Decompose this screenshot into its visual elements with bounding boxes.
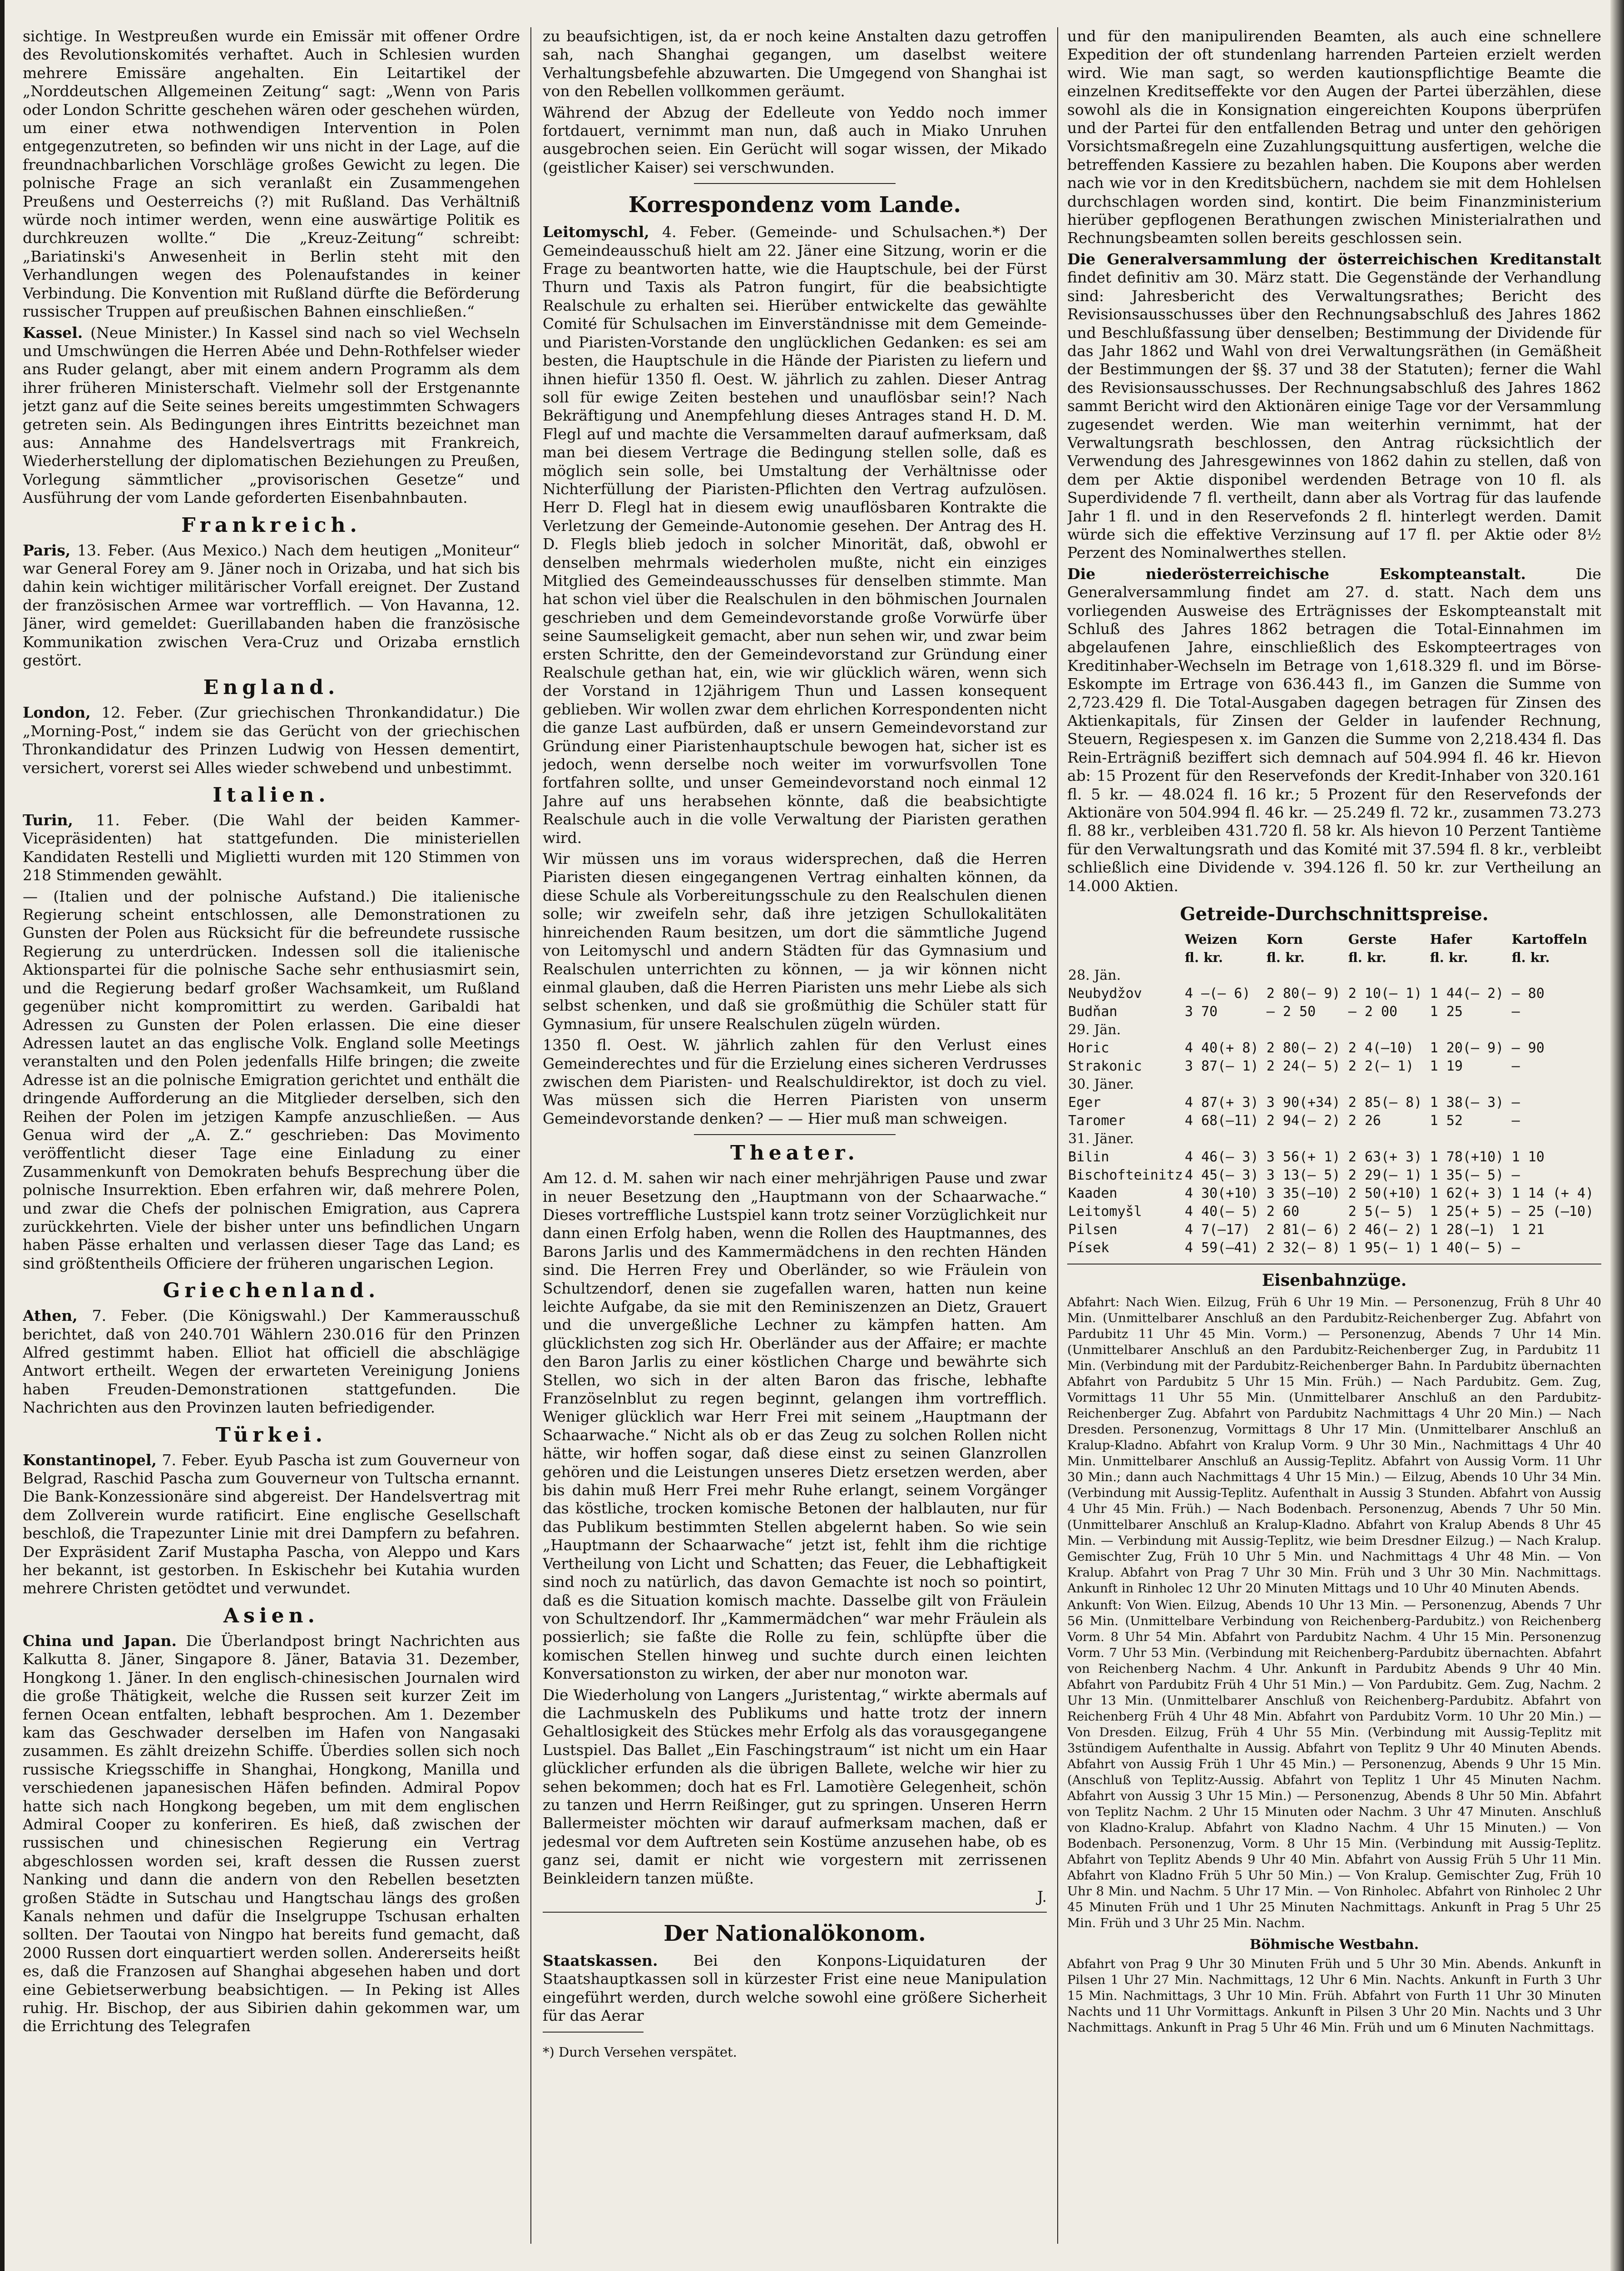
table-cell: 2 5(— 5)	[1348, 1204, 1414, 1220]
table-cell: 4 40(— 5)	[1184, 1204, 1259, 1220]
table-row	[1067, 1003, 1601, 1021]
timetable-paragraph: Ankunft: Von Wien. Eilzug, Abends 10 Uhr 13 Min. — Personenzug, Abends 7 Uhr 56 Min. (Unmittelbare Verbindung von Reichenberg-Pardubitz.) von Reichenberg Vorm. 8 Uhr 54 Min. Abfahrt von Pardubitz Nachm. 4 Uhr 15 Min. Personenzug Vorm. 7 Uhr 53 Min. (Verbindung mit Reichenberg-Pardubitz übernachten. Abfahrt von Reichenberg Nachm. 4 Uhr. Ankunft in Pardubitz Abends 9 Uhr 40 Min. Abfahrt von Pardubitz Früh 4 Uhr 51 Min.) — Von Pardubitz. Gem. Zug, Nachm. 2 Uhr 13 Min. (Unmittelbarer Anschluß von Reichenberg-Pardubitz. Abfahrt von Reichenberg Früh 4 Uhr 48 Min. Abfahrt von Pardubitz Vorm. 10 Uhr 20 Min.) — Von Dresden. Eilzug, Früh 4 Uhr 55 Min. (Verbindung mit Aussig-Teplitz mit 3stündigem Aufenthalte in Aussig. Abfahrt von Teplitz 9 Uhr 40 Minuten Abends. Abfahrt von Aussig Früh 1 Uhr 45 Min.) — Personenzug, Abends 9 Uhr 15 Min. (Anschluß von Teplitz-Aussig. Abfahrt von Teplitz 1 Uhr 45 Minuten Nachm. Abfahrt von Aussig 3 Uhr 15 Min.) — Personenzug, Abends 8 Uhr 50 Min. Abfahrt von Teplitz Nachm. 2 Uhr 15 Minuten oder Nachm. 3 Uhr 47 Minuten. Anschluß von Kladno-Kralup. Abfahrt von Kladno Nachm. 4 Uhr 15 Minuten.) — Von Bodenbach. Personenzug, Vorm. 8 Uhr 15 Min. (Verbindung mit Aussig-Teplitz. Abfahrt von Teplitz Abends 9 Uhr 40 Min. Abfahrt von Aussig Früh 5 Uhr 11 Min. Abfahrt von Kladno Früh 5 Uhr 50 Min.) — Von Kralup. Gemischter Zug, Früh 10 Uhr 8 Min. und Nachm. 5 Uhr 17 Min. — Von Rinholec. Abfahrt von Rinholec 2 Uhr 45 Minuten Früh und 1 Uhr 25 Minuten Nachmittags. Ankunft in Prag 5 Uhr 25 Min. Früh und 3 Uhr 25 Min. Nachm.	[1067, 1598, 1601, 1931]
table-cell: Hafer	[1430, 932, 1472, 947]
table-cell: 2 94(— 2)	[1266, 1113, 1341, 1129]
table-cell: 1 20(— 9)	[1430, 1040, 1504, 1056]
table-cell: 1 52	[1430, 1113, 1463, 1129]
section-heading-griechenland: Griechenland.	[163, 1279, 380, 1303]
column-2	[543, 27, 1047, 2253]
article-theater: Am 12. d. M. sahen wir nach einer mehrjährigen Pause und zwar in neuer Besetzung den „Hauptmann von der Schaarwache.“ Dieses vortreffliche Lustspiel kann trotz seiner Vorzüglichkeit nur dann einen Erfolg haben, wenn die Rollen des Hauptmannes, des Barons Jarlis und des Kammermädchens in den rechten Händen sind. Die Herren Frey und Oberländer, so wie Fräulein von Schultzendorf, denen sie zugefallen waren, hatten nun keine leichte Aufgabe, da sie mit den Reminiszenzen an Dietz, Grauert und die unvergeßliche Lechner zu kämpfen hatten. Am glücklichsten zog sich Hr. Oberländer aus der Affaire; er machte den Baron Jarlis zu einer köstlichen Charge und bewährte sich Stellen, wo sich in der alten Baron das frische, lebhafte Französelnblut zu regen beginnt, gelangen ihm vortrefflich. Weniger glücklich war Herr Frei mit seinem „Hauptmann der Schaarwache.“ Nicht als ob er das Zeug zu solchen Rollen nicht hätte, wir hoffen sogar, daß diese einst zu seinen Glanzrollen gehören und die Leistungen unseres Dietz ersetzen werden, aber bis dahin muß Herr Frei mehr Ruhe erlangt, seinem Vorgänger das köstliche, trocken komische Betonen der halblauten, nur für das Publikum bestimmten Stellen abgelernt haben. So wie sein „Hauptmann der Schaarwache“ jetzt ist, fehlt ihm die richtige Vertheilung von Licht und Schatten; das Feuer, die Lebhaftigkeit sind noch zu natürlich, das davon Gemachte ist noch so pointirt, daß es die Situation komisch machte. Dasselbe gilt von Fräulein von Schultzendorf. Ihr „Kammermädchen“ war mehr Fräulein als possierlich; sie faßte die Rolle zu fein, schlüpfte über die komischen Stellen hinweg und suchte durch einen leichten Konversationston zu wirken, der aber nur monoton war.	[543, 1169, 1047, 1683]
page-edge-left	[0, 0, 5, 2271]
table-cell: 2 2(— 1)	[1348, 1058, 1414, 1075]
section-heading-frankreich: Frankreich.	[181, 513, 361, 537]
table-cell: 1 21	[1511, 1222, 1545, 1238]
table-cell: 2 46(— 2)	[1348, 1222, 1422, 1238]
table-cell	[1266, 1076, 1347, 1094]
table-cell-place: Horic	[1068, 1040, 1109, 1056]
table-cell: — 2 50	[1266, 1004, 1316, 1020]
table-row	[1067, 1112, 1601, 1130]
table-cell: 2 60	[1266, 1204, 1300, 1220]
article-text: 4. Feber. (Gemeinde- und Schulsachen.*) Der Gemeindeausschuß hielt am 22. Jäner eine Sitzung, worin er die Frage zu beantworten hatte, wie die Hauptschule, bei der Fürst Thurn und Taxis als Patron fungirt, für die beabsichtigte Realschule zu erhalten sei. Hierüber entwickelte das gewählte Comité für Schulsachen im Einverständnisse mit dem Gemeinde- und Piaristen-Vorstande den unglücklichen Gedanken: es sei am besten, die Hauptschule in die Hände der Piaristen zu liefern und ihnen hiefür 1350 fl. Oest. W. jährlich zu zahlen. Dieser Antrag soll für ewige Zeiten bestehen und unauflösbar sein!? Nach Bekräftigung und Anempfehlung dieses Antrages stand H. D. M. Flegl auf und machte die Versammelten darauf aufmerksam, daß man bei diesem Vertrage die Bedingung stellen solle, daß es möglich sein solle, bei Umstaltung der Verhältnisse oder Nichterfüllung der Piaristen-Pflichten den Vertrag aufzulösen. Herr D. Flegl hat in diesem ewig unauflösbaren Kontrakte die Verletzung der Gemeinde-Autonomie gesehen. Der Antrag des H. D. Flegls blieb jedoch in solcher Minorität, daß, obwohl er denselben mehrmals wiederholen mußte, nicht ein einziges Mitglied des Gemeindeausschusses für denselben stimmte. Man hat schon viel über die Realschulen in den böhmischen Journalen geschrieben und dem Gemeindevorstande große Vorwürfe über seine Saumseligkeit gemacht, aber nun sehen wir, und zwar beim ersten Schritte, den der Gemeindevorstand zur Gründung einer Realschule gethan hat, ein, wie wir glücklich wären, wenn sich der Vorstand in 12jährigem Thun und Lassen konsequent geblieben. Wir wollen zwar dem ehrlichen Korrespondenten nicht die ganze Last aufbürden, daß er unsern Gemeindevorstand zur Gründung einer Piaristenhauptschule bewogen hat, sicher ist es jedoch, wenn derselbe noch weiter im vorwurfsvollen Tone fortfahren sollte, und unser Gemeindevorstand noch einmal 12 Jahre auf uns herabsehen könnte, daß die beabsichtigte Realschule auch in die volle Verwaltung der Piaristen gerathen wird.	[543, 223, 1047, 847]
table-row	[1067, 1166, 1601, 1185]
dateline: Staatskassen.	[543, 1952, 658, 1969]
table-cell: 4 40(+ 8)	[1184, 1040, 1259, 1056]
table-units-row	[1067, 948, 1601, 967]
article-paragraph: Während der Abzug der Edelleute von Yeddo noch immer fortdauert, vernimmt man nun, daß auch in Miako Unruhen ausgebrochen seien. Ein Gerücht will sogar wissen, der Mikado (geistlicher Kaiser) sei verschwunden.	[543, 103, 1047, 176]
table-cell-place: 31. Jäner.	[1068, 1131, 1134, 1147]
table-cell: 2 81(— 6)	[1266, 1222, 1341, 1238]
table-cell: 1 38(— 3)	[1430, 1095, 1504, 1111]
author-signature: J.	[1037, 1888, 1047, 1905]
table-cell	[1511, 1021, 1601, 1039]
table-cell: —	[1511, 1113, 1520, 1129]
table-cell: 1 10	[1511, 1149, 1545, 1165]
table-date-row	[1067, 1076, 1601, 1094]
table-cell: 3 56(+ 1)	[1266, 1149, 1341, 1165]
table-cell: 4 59(—41)	[1184, 1240, 1259, 1256]
column-rule	[530, 27, 531, 2244]
article-paragraph: und für den manipulirenden Beamten, als auch eine schnellere Expedition der oft stundenlang harrenden Parteien erzielt werden wird. Wie man sagt, so werden kautionspflichtige Beamte die einzelnen Kreditseffekte vor den Augen der Partei überzählen, diese sowohl als die in Konsignation eingereichten Koupons überprüfen und der Partei für den entfallenden Betrag und unter den gehörigen Vorsichtsmaßregeln eine Zuzahlungsquittung ausfertigen, welche die betreffenden Kassiere zu bezahlen haben. Die Koupons aber werden nach wie vor in den Kreditsbüchern, nachdem sie mit dem Hohlelsen durchschlagen worden sind, kontirt. Die beim Finanzministerium hierüber gepflogenen Berathungen zwischen Ministerialrathen und Rechnungsbeamten sollen bereits geschlossen sein.	[1067, 27, 1601, 247]
table-cell: fl. kr.	[1266, 950, 1305, 966]
table-cell: 4 45(— 3)	[1184, 1167, 1259, 1184]
dateline: Athen,	[23, 1307, 78, 1325]
table-cell: — 2 00	[1348, 1004, 1398, 1020]
table-cell: 1 35(— 5)	[1430, 1167, 1504, 1184]
table-cell: fl. kr.	[1348, 950, 1386, 966]
table-cell	[1347, 1130, 1429, 1148]
table-cell: 4 30(+10)	[1184, 1185, 1259, 1202]
table-cell: —	[1511, 1167, 1520, 1184]
table-cell-place: Bilin	[1068, 1149, 1109, 1165]
article-text: 7. Feber. Eyub Pascha ist zum Gouverneur von Belgrad, Raschid Pascha zum Gouverneur von Tultscha ernannt. Die Bank-Konzessionäre sind abgereist. Der Handelsvertrag mit dem Zollverein wurde ratificirt. Eine englische Gesellschaft beschloß, die Trapezunter Linie mit drei Dampfern zu befahren. Der Expräsident Zarif Mustapha Pascha, von Aleppo und Kars her bekannt, ist gestorben. In Eskischehr bei Kutahia wurden mehrere Christen getödtet und verwundet.	[23, 1451, 520, 1597]
table-cell-place: Strakonic	[1068, 1058, 1142, 1075]
table-cell	[1511, 1130, 1601, 1148]
table-cell: 2 80(— 2)	[1266, 1040, 1341, 1056]
dateline: Konstantinopel,	[23, 1451, 157, 1469]
table-cell: 1 40(— 5)	[1430, 1240, 1504, 1256]
article-kassel	[23, 324, 520, 507]
table-cell: — 90	[1511, 1040, 1545, 1056]
table-cell: 2 50(+10)	[1348, 1185, 1422, 1202]
dateline: Paris,	[23, 541, 71, 559]
table-cell: fl. kr.	[1184, 950, 1223, 966]
table-cell	[1266, 1130, 1347, 1148]
table-row	[1067, 1094, 1601, 1112]
table-cell-place: Bischofteinitz	[1068, 1167, 1183, 1184]
table-cell: 4 46(— 3)	[1184, 1149, 1259, 1165]
dateline: Leitomyschl,	[543, 223, 649, 241]
table-row	[1067, 1148, 1601, 1166]
table-cell	[1266, 967, 1347, 985]
table-cell: 1 25(+ 5)	[1430, 1204, 1504, 1220]
table-cell: 2 4(—10)	[1348, 1040, 1414, 1056]
section-heading-eisenbahn: Eisenbahnzüge.	[1262, 1271, 1407, 1290]
dateline: Die niederösterreichische Eskompteanstalt.	[1067, 565, 1526, 583]
table-date-row	[1067, 1130, 1601, 1148]
table-cell	[1347, 1076, 1429, 1094]
section-heading-korrespondenz: Korrespondenz vom Lande.	[628, 192, 961, 218]
table-cell: 4 87(+ 3)	[1184, 1095, 1259, 1111]
divider	[543, 1912, 1047, 1913]
article-paragraph: zu beaufsichtigen, ist, da er noch keine Anstalten dazu getroffen sah, nach Shanghai gegangen, um daselbst weitere Verhaltungsbefehle abzuwarten. Die Umgegend von Shanghai ist von den Rebellen vollkommen geräumt.	[543, 27, 1047, 100]
table-cell: 2 32(— 8)	[1266, 1240, 1341, 1256]
table-cell: 3 35(—10)	[1266, 1185, 1341, 1202]
table-cell: 4 68(—11)	[1184, 1113, 1259, 1129]
table-cell: 2 85(— 8)	[1348, 1095, 1422, 1111]
table-cell-place	[1067, 948, 1184, 967]
section-heading-tuerkei: Türkei.	[215, 1423, 327, 1447]
article-eskompteanstalt	[1067, 565, 1601, 895]
table-cell-place	[1067, 930, 1184, 948]
article-text: Die Generalversammlung findet am 27. d. statt. Nach dem uns vorliegenden Ausweise des Erträgnisses der Eskompteanstalt mit Schluß des Jahres 1862 betragen die Total-Einnahmen im abgelaufenen Jahre, einschließlich des Eskompteertrages von Kreditinhaber-Wechseln im Betrage von 1,618.329 fl. und im Börse-Eskompte im Ertrage von 636.443 fl., im Ganzen die Summe von 2,723.429 fl. Die Total-Ausgaben dagegen betragen für Zinsen des Aktienkapitals, für Zinsen der Gelder in laufender Rechnung, Steuern, Regiespesen x. im Ganzen die Summe von 2,218.434 fl. Das Rein-Erträgniß beziffert sich demnach auf 504.994 fl. 46 kr. Hievon ab: 15 Prozent für den Reservefonds der Kredit-Inhaber von 320.161 fl. 5 kr. — 48.024 fl. 16 kr.; 5 Prozent für den Reservefonds der Aktionäre von 504.994 fl. 46 kr. — 25.249 fl. 72 kr., zusammen 73.273 fl. 88 kr., verbleiben 431.720 fl. 58 kr. Als hievon 10 Perzent Tantième für den Verwaltungsrath und das Komité mit 37.594 fl. 8 kr., verbleibt schließlich eine Dividende v. 394.126 fl. 50 kr. zur Vertheilung an 14.000 Aktien.	[1067, 565, 1601, 895]
table-cell	[1347, 1021, 1429, 1039]
table-cell: 2 63(+ 3)	[1348, 1149, 1422, 1165]
table-date-row	[1067, 967, 1601, 985]
divider	[694, 183, 896, 184]
table-cell: 1 44(— 2)	[1430, 986, 1504, 1002]
table-cell: 2 10(— 1)	[1348, 986, 1422, 1002]
section-heading-theater: Theater.	[730, 1141, 859, 1165]
article-paragraph: Wir müssen uns im voraus widersprechen, daß die Herren Piaristen diesen eingegangenen Vertrag einhalten können, da diese Schule als Vorbereitungsschule zu den Realschulen dienen solle; wir zweifeln sehr, daß ihre jetzigen Schullokalitäten hinreichenden Raum besitzen, um dort die sämmtliche Jugend von Leitomyschl und andern Städten für das Gymnasium und Realschulen unterrichten zu können, — ja wir können nicht einmal glauben, daß die Herren Piaristen uns mehr Liebe als sich selbst schenken, und daß sie großmüthig die Schüler statt für Gymnasium, für unsere Realschulen zügeln würden.	[543, 850, 1047, 1033]
table-cell	[1347, 967, 1429, 985]
table-cell: 2 80(— 9)	[1266, 986, 1341, 1002]
article-text: In Kassel sind nach so viel Wechseln und Umschwüngen die Herren Abée und Dehn-Rothfelser wieder ans Ruder gelangt, aber mit einem andern Programm als dem ihrer früheren Ministerschaft. Vielmehr soll der Erstgenannte jetzt ganz auf die Seite seines bereits umgestimmten Schwagers getreten sein. Als Bedingungen ihres Eintritts bezeichnet man aus: Annahme des Handelsvertrags mit Frankreich, Wiederherstellung der diplomatischen Beziehungen zu Preußen, Vorlegung sämmtlicher „provisorischen Gesetze“ und Ausführung der vom Lande geforderten Eisenbahnbauten.	[23, 323, 520, 507]
table-cell-place: Eger	[1068, 1095, 1101, 1111]
table-cell: 2 24(— 5)	[1266, 1058, 1341, 1075]
table-cell-place: Písek	[1068, 1240, 1109, 1256]
article-paris	[23, 541, 520, 670]
table-cell: —	[1511, 1004, 1520, 1020]
table-cell-place: 30. Jäner.	[1068, 1076, 1134, 1093]
dateline: Die Generalversammlung der österreichischen Kreditanstalt	[1067, 250, 1601, 268]
table-cell: 2 29(— 1)	[1348, 1167, 1422, 1184]
article-staatskassen	[543, 1952, 1047, 2025]
table-cell: fl. kr.	[1511, 950, 1550, 966]
footnote-rule	[543, 2032, 644, 2033]
section-heading-italien: Italien.	[213, 783, 330, 807]
article-text: 7. Feber. (Die Königswahl.) Der Kammerausschuß berichtet, daß von 240.701 Wählern 230.016 für den Prinzen Alfred gestimmt haben. Elliot hat officiell die abschlägige Antwort ertheilt. Wegen der erwarteten Vereinigung Joniens haben Freuden-Demonstrationen stattgefunden. Die Nachrichten aus den Provinzen lauten befriedigender.	[23, 1307, 520, 1417]
table-cell-place: 28. Jän.	[1068, 967, 1121, 984]
article-leitomyschl	[543, 223, 1047, 847]
table-cell: 1 78(+10)	[1430, 1149, 1504, 1165]
table-cell	[1429, 1076, 1511, 1094]
article-text: findet definitiv am 30. März statt. Die Gegenstände der Verhandlung sind: Jahresbericht des Verwaltungsrathes; Bericht des Revisionsausschusses über den Rechnungsabschluß des Jahres 1862 und Beschlußfassung über denselben; Bestimmung der Dividende für das Jahr 1862 und Wahl von drei Verwaltungsräthen (in Gemäßheit der Bestimmungen der §§. 37 und 38 der Statuten); ferner die Wahl des Revisionsausschusses. Der Rechnungsabschluß des Jahres 1862 sammt Bericht wird den Aktionären einige Tage vor der Versammlung zugesendet werden. Wie man weiterhin vernimmt, hat der Verwaltungsrath beschlossen, den Antrag rücksichtlich der Verwendung des Jahresgewinnes von 1862 dahin zu stellen, daß von dem per Aktie disponibel werdenden Betrage von 10 fl. als Superdividende 7 fl. vertheilt, dann aber als Vortrag für das laufende Jahr 1 fl. und in den Reservefonds 2 fl. hinterlegt werden. Damit würde sich die effektive Verzinsung auf 17 fl. per Aktie oder 8½ Perzent des Nominalwerthes stellen.	[1067, 268, 1601, 562]
section-heading-asien: Asien.	[223, 1604, 319, 1627]
table-cell-place: Taromer	[1068, 1113, 1126, 1129]
article-text: 12. Feber. (Zur griechischen Thronkandidatur.) Die „Morning-Post,“ indem sie das Gerücht von der griechischen Thronkandidatur des Prinzen Ludwig von Hessen dementirt, versichert, vorerst sei Alles wieder schwebend und unbestimmt.	[23, 704, 520, 777]
table-row	[1067, 1239, 1601, 1257]
section-heading-westbahn: Böhmische Westbahn.	[1249, 1937, 1419, 1953]
divider	[694, 1134, 896, 1135]
table-cell-place: Budňan	[1068, 1004, 1118, 1020]
table-cell: 1 25	[1430, 1004, 1463, 1020]
table-cell-place: Leitomyšl	[1068, 1204, 1142, 1220]
table-cell	[1429, 1021, 1511, 1039]
table-cell: Korn	[1266, 932, 1303, 947]
article-turin	[23, 811, 520, 885]
table-cell: 2 26	[1348, 1113, 1381, 1129]
page-edge-right	[1610, 0, 1624, 2271]
article-polen: — (Italien und der polnische Aufstand.) Die italienische Regierung scheint entschlossen, alle Demonstrationen zu Gunsten der Polen aus Rücksicht für die befreundete russische Regierung zu unterdrücken. Indessen soll die italienische Aktionspartei für die polnische Sache sehr enthusiasmirt sein, und die Regierung bedarf großer Wachsamkeit, um Rußland gegenüber nicht kompromittirt zu werden. Garibaldi hat Adressen zu Gunsten der Polen erlassen. Die eine dieser Adressen lautet an das englische Volk. England solle Meetings veranstalten und den Polen jedenfalls Hilfe bringen; die zweite Adresse ist an die polnische Emigration gerichtet und enthält die dringende Aufforderung an die Mitglieder derselben, sich den Reihen der Polen im jetzigen Kampfe anzuschließen. — Aus Genua wird der „A. Z.“ geschrieben: Das Movimento veröffentlicht dieser Tage eine Einladung zu einer Zusammenkunft von Demokraten behufs Besprechung über die polnische Insurrektion. Eben erfahren wir, daß mehrere Polen, und zwar die Chefs der polnischen Emigration, aus Caprera zurückkehrten. Viele der bisher unter uns befindlichen Ungarn haben Pässe erhalten und verlassen dieser Tage das Land; es sind größtentheils Officiere der früheren ungarischen Legion.	[23, 887, 520, 1272]
timetable-paragraph: Abfahrt: Nach Wien. Eilzug, Früh 6 Uhr 19 Min. — Personenzug, Früh 8 Uhr 40 Min. (Unmittelbarer Anschluß an den Pardubitz-Reichenberger Zug. Abfahrt von Pardubitz 11 Uhr 45 Min. Vorm.) — Personenzug, Abends 7 Uhr 14 Min. (Unmittelbarer Anschluß an den Pardubitz-Reichenberger Zug, in Pardubitz 11 Min. (Verbindung mit der Pardubitz-Reichenberger Bahn. In Pardubitz übernachten Abfahrt von Pardubitz 5 Uhr 15 Min. Früh.) — Nach Pardubitz. Gem. Zug, Vormittags 11 Uhr 55 Min. (Unmittelbarer Anschluß an den Pardubitz-Reichenberger Zug. Abfahrt von Pardubitz Nachmittags 4 Uhr 20 Min.) — Nach Dresden. Personenzug, Vormittags 8 Uhr 17 Min. (Unmittelbarer Anschluß an Kralup-Kladno. Abfahrt von Kralup Vorm. 9 Uhr 30 Min., Nachmittags 4 Uhr 40 Min. Unmittelbarer Anschluß an Aussig-Teplitz. Abfahrt von Aussig Vorm. 11 Uhr 30 Min.; dann auch Nachmittags 4 Uhr 15 Min.) — Eilzug, Abends 10 Uhr 34 Min. (Verbindung mit Aussig-Teplitz. Aufenthalt in Aussig 3 Stunden. Abfahrt von Aussig 4 Uhr 45 Min. Früh.) — Nach Bodenbach. Personenzug, Abends 7 Uhr 50 Min. (Unmittelbarer Anschluß an Kralup-Kladno. Abfahrt von Kralup Abends 8 Uhr 45 Min. — Verbindung mit Aussig-Teplitz, wie beim Dresdner Eilzug.) — Nach Kralup. Gemischter Zug, Früh 10 Uhr 5 Min. und Nachmittags 4 Uhr 48 Min. — Von Kralup. Abfahrt von Prag 7 Uhr 30 Min. Früh und 3 Uhr 30 Min. Nachmittags. Ankunft in Rinholec 12 Uhr 20 Minuten Mittags und 10 Uhr 40 Minuten Abends.	[1067, 1295, 1601, 1596]
column-1	[23, 27, 520, 2253]
table-cell	[1266, 1021, 1347, 1039]
table-row	[1067, 1057, 1601, 1076]
article-athen	[23, 1307, 520, 1417]
table-cell: 1 28(—1)	[1430, 1222, 1496, 1238]
table-cell-place: Neubydžov	[1068, 986, 1142, 1002]
section-heading-england: England.	[203, 676, 340, 699]
section-heading-getreide: Getreide-Durchschnittspreise.	[1180, 903, 1489, 925]
table-cell: Kartoffeln	[1511, 932, 1587, 947]
table-cell: 1 14 (+ 4)	[1511, 1185, 1594, 1202]
table-cell: Gerste	[1348, 932, 1397, 947]
table-cell: fl. kr.	[1430, 950, 1468, 966]
table-row	[1067, 1221, 1601, 1239]
grain-price-table	[1067, 930, 1601, 1257]
table-cell	[1184, 967, 1266, 985]
table-cell: 3 90(+34)	[1266, 1095, 1341, 1111]
table-cell-place: Kaaden	[1068, 1185, 1118, 1202]
table-cell: 1 95(— 1)	[1348, 1240, 1422, 1256]
table-cell: 1 19	[1430, 1058, 1463, 1075]
table-cell: 3 87(— 1)	[1184, 1058, 1259, 1075]
column-3	[1067, 27, 1601, 2253]
article-kreditanstalt	[1067, 250, 1601, 562]
table-cell	[1184, 1021, 1266, 1039]
table-header-row	[1067, 930, 1601, 948]
table-cell	[1429, 967, 1511, 985]
table-cell	[1511, 967, 1601, 985]
table-cell	[1184, 1130, 1266, 1148]
timetable-paragraph: Abfahrt von Prag 9 Uhr 30 Minuten Früh und 5 Uhr 30 Min. Abends. Ankunft in Pilsen 1 Uhr 27 Min. Nachmittags, 12 Uhr 6 Min. Nachts. Ankunft in Furth 3 Uhr 15 Min. Nachmittags, 3 Uhr 10 Min. Früh. Abfahrt von Furth 11 Uhr 30 Minuten Nachts und 11 Uhr Vormittags. Ankunft in Pilsen 3 Uhr 20 Min. Nachts und 3 Uhr Nachmittags. Ankunft in Prag 5 Uhr 46 Min. Früh und um 6 Minuten Nachmittags.	[1067, 1957, 1601, 2035]
article-konstantinopel	[23, 1451, 520, 1598]
table-cell: — 25 (—10)	[1511, 1204, 1594, 1220]
article-theater: Die Wiederholung von Langers „Juristentag,“ wirkte abermals auf die Lachmuskeln des Publikums und hatte trotz der innern Gehaltlosigkeit des Stückes mehr Erfolg als das vorausgegangene Lustspiel. Das Ballet „Ein Faschingstraum“ ist nicht um ein Haar glücklicher erfunden als die übrigen Ballete, welche wir hier zu sehen bekommen; doch hat es Frl. Lamotière Gelegenheit, schön zu tanzen und Herrn Reißinger, gut zu springen. Unseren Herrn Ballermeister möchten wir darauf aufmerksam machen, daß er jedesmal vor dem Auftreten sein Kostüme anzusehen habe, ob es ganz sei, damit er nicht wie vorgestern mit zerrissenen Beinkleidern tanzen müßte.	[543, 1686, 1047, 1887]
article-text: 13. Feber. (Aus Mexico.) Nach dem heutigen „Moniteur“ war General Forey am 9. Jäner noch in Orizaba, und hat sich bis dahin kein wichtiger militärischer Vorfall ereignet. Der Zustand der französischen Armee war vortrefflich. — Von Havanna, 12. Jäner, wird gemeldet: Guerillabanden haben die französische Kommunikation zwischen Vera-Cruz und Orizaba ernstlich gestört.	[23, 541, 520, 669]
table-row	[1067, 985, 1601, 1003]
article-paragraph: sichtige. In Westpreußen wurde ein Emissär mit offener Ordre des Revolutionskomités verhaftet. Auch in Schlesien wurden mehrere Emissäre angehalten. Ein Leitartikel der „Norddeutschen Allgemeinen Zeitung“ sagt: „Wenn von Paris oder London Schritte geschehen wären oder geschehen würden, um einer etwa nothwendigen Intervention in Polen entgegenzutreten, so befinden wir uns nicht in der Lage, auf die freundnachbarlichen Vorschläge großes Gewicht zu legen. Die polnische Frage an sich veranlaßt ein Zusammengehen Preußens und Oesterreichs (?) mit Rußland. Das Verhältniß würde noch intimer werden, wenn eine auswärtige Politik es durchkreuzen wollte.“ Die „Kreuz-Zeitung“ schreibt: „Bariatinski's Anwesenheit in Berlin steht mit den Verhandlungen wegen des Polenaufstandes in keiner Verbindung. Die Konvention mit Rußland dürfte die Beförderung russischer Truppen auf preußischen Bahnen einschließen.“	[23, 27, 520, 321]
table-cell: 4 7(—17)	[1184, 1222, 1251, 1238]
table-cell-place: Pilsen	[1068, 1222, 1118, 1238]
table-cell: —	[1511, 1240, 1520, 1256]
footnote: *) Durch Versehen verspätet.	[543, 2044, 737, 2060]
article-text: Die Überlandpost bringt Nachrichten aus Kalkutta 8. Jäner, Singapore 8. Jäner, Batavia 31. Dezember, Hongkong 1. Jäner. In den englisch-chinesischen Journalen wird die große Thätigkeit, welche die Russen seit kurzer Zeit im fernen Ocean entfalten, lebhaft besprochen. Am 1. Dezember kam das Geschwader derselben im Hafen von Nangasaki zusammen. Es zählt dreizehn Schiffe. Überdies sollen sich noch russische Kriegsschiffe in Shanghai, Hongkong, Manilla und verschiedenen japanesischen Häfen befinden. Admiral Popov hatte sich nach Hongkong begeben, um mit dem englischen Admiral Cooper zu konferiren. Es hieß, daß zwischen der russischen und chinesischen Regierung ein Vertrag abgeschlossen worden sei, kraft dessen die Russen zuerst Nanking und dann die andern von den Rebellen besetzten großen Städte in Sutschau und Hangtschau längs des großen Kanals nehmen und dafür die Inselgruppe Tschusan erhalten sollten. Der Taoutai von Ningpo hat bereits fund gemacht, daß 2000 Russen dort einquartiert werden sollen. Andererseits heißt es, daß die Franzosen auf Shanghai abgesehen haben und dort eine Gebietserwerbung beabsichtigen. — In Peking ist Alles ruhig. Hr. Bischop, der aus Sibirien dahin gekommen war, um die Errichtung des Telegrafen	[23, 1631, 520, 2035]
newspaper-page	[23, 27, 1601, 2253]
dateline: London,	[23, 704, 91, 722]
table-cell	[1184, 1076, 1266, 1094]
table-cell: — 80	[1511, 986, 1545, 1002]
article-china	[23, 1632, 520, 2036]
article-text: 11. Feber. (Die Wahl der beiden Kammer-Vicepräsidenten) hat stattgefunden. Die ministeriellen Kandidaten Restelli und Miglietti wurden mit 120 Stimmen von 218 Stimmenden gewählt.	[23, 811, 520, 884]
column-rule	[1057, 27, 1058, 2244]
table-cell: Weizen	[1184, 932, 1238, 947]
dateline: Kassel.	[23, 323, 83, 342]
table-row	[1067, 1039, 1601, 1057]
table-cell	[1511, 1076, 1601, 1094]
table-cell: 4 —(— 6)	[1184, 986, 1251, 1002]
table-cell: —	[1511, 1095, 1520, 1111]
table-cell: 3 70	[1184, 1004, 1218, 1020]
table-cell	[1429, 1130, 1511, 1148]
table-row	[1067, 1203, 1601, 1221]
table-cell-place: 29. Jän.	[1068, 1022, 1121, 1038]
table-cell: 3 13(— 5)	[1266, 1167, 1341, 1184]
article-text: Bei den Konpons-Liquidaturen der Staatshauptkassen soll in kürzester Frist eine neue Manipulation eingeführt werden, durch welche sowohl eine größere Sicherheit für das Aerar	[543, 1952, 1047, 2025]
dateline: Turin,	[23, 811, 73, 829]
railway-timetable	[1067, 1271, 1601, 2036]
article-london	[23, 704, 520, 777]
article-paragraph: 1350 fl. Oest. W. jährlich zahlen für den Verlust eines Gemeinderechtes und für die Erzielung eines sicheren Verdrusses zwischen dem Piaristen- und Realschuldirektor, ist doch zu viel. Was müssen sich die Herren Piaristen von unserm Gemeindevorstande denken? — — Hier muß man schweigen.	[543, 1036, 1047, 1127]
table-cell: —	[1511, 1058, 1520, 1075]
subheading: (Neue Minister.)	[90, 323, 218, 342]
section-heading-nationaloekonom: Der Nationalökonom.	[663, 1921, 926, 1946]
table-row	[1067, 1185, 1601, 1203]
table-cell: 1 62(+ 3)	[1430, 1185, 1504, 1202]
table-date-row	[1067, 1021, 1601, 1039]
dateline: China und Japan.	[23, 1631, 177, 1650]
